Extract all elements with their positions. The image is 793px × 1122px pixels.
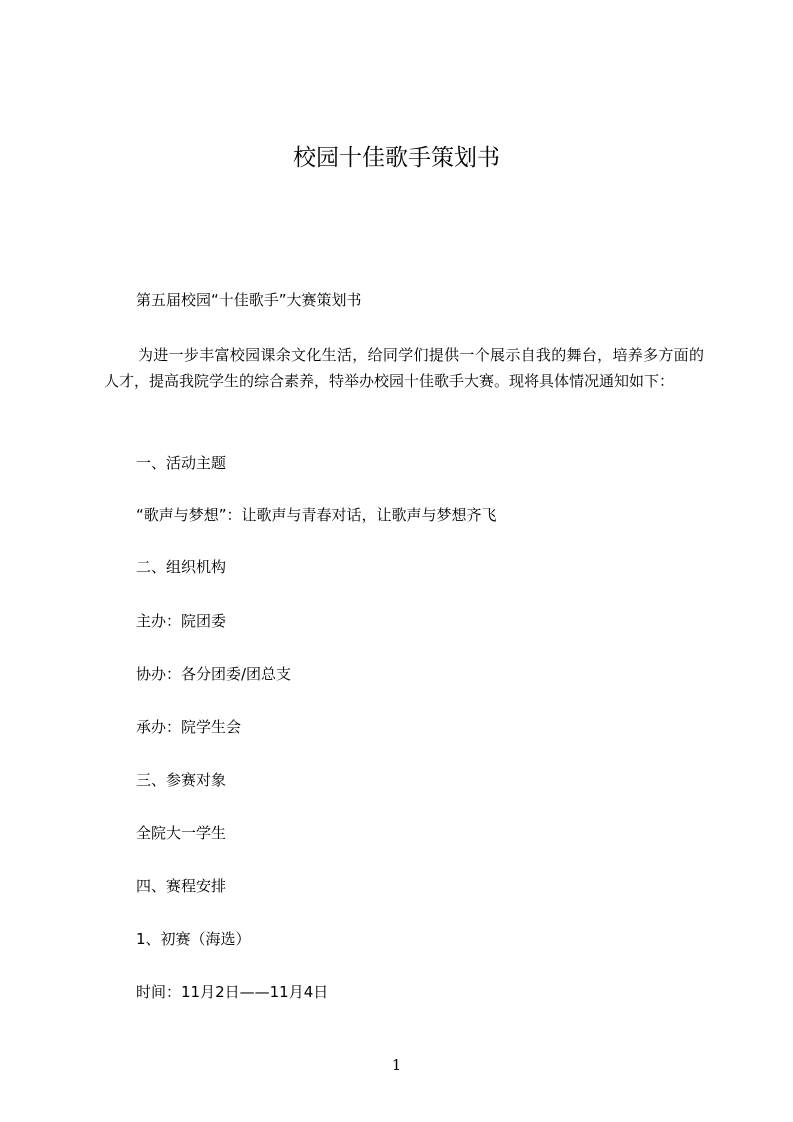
round1-heading: 1、初赛（海选） bbox=[136, 930, 251, 948]
theme-text: “歌声与梦想”：让歌声与青春对话，让歌声与梦想齐飞 bbox=[136, 506, 497, 524]
participants-text: 全院大一学生 bbox=[136, 824, 227, 842]
section-heading-schedule: 四、赛程安排 bbox=[136, 877, 227, 895]
page-number: 1 bbox=[391, 1056, 402, 1074]
co-organizer-text: 协办：各分团委/团总支 bbox=[136, 665, 292, 683]
round1-time: 时间：11月2日——11月4日 bbox=[136, 983, 329, 1001]
section-heading-theme: 一、活动主题 bbox=[136, 454, 227, 472]
document-title: 校园十佳歌手策划书 bbox=[293, 145, 500, 171]
section-heading-organization: 二、组织机构 bbox=[136, 558, 227, 576]
undertaker-text: 承办：院学生会 bbox=[136, 718, 242, 736]
document-subtitle: 第五届校园“十佳歌手”大赛策划书 bbox=[136, 291, 362, 309]
organizer-text: 主办：院团委 bbox=[136, 612, 227, 630]
section-heading-participants: 三、参赛对象 bbox=[136, 771, 227, 789]
intro-paragraph: 为进一步丰富校园课余文化生活，给同学们提供一个展示自我的舞台，培养多方面的人才，提高我院学生的综合素养，特举办校园十佳歌手大赛。现将具体情况通知如下： bbox=[104, 346, 704, 390]
